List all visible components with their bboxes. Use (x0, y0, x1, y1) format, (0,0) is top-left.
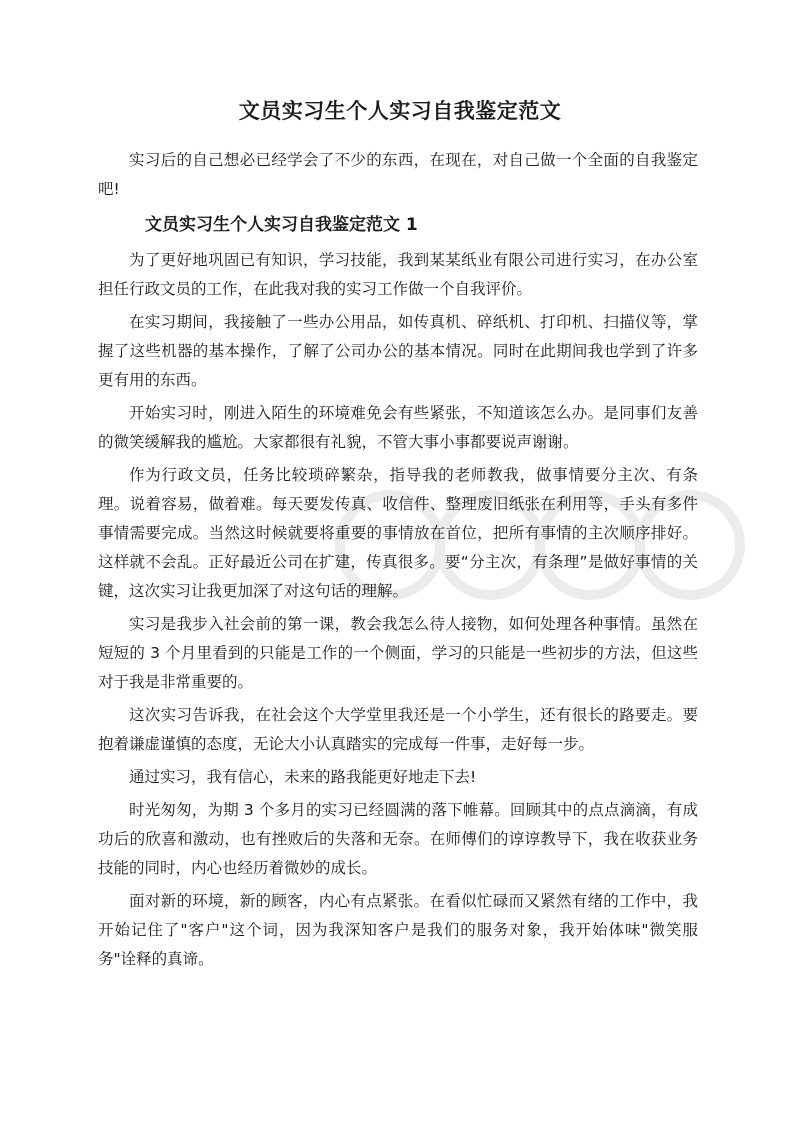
body-paragraph: 作为行政文员，任务比较琐碎繁杂，指导我的老师教我，做事情要分主次、有条理。说着容易，做着难。每天要发传真、收信件、整理废旧纸张在利用等，手头有多件事情需要完成。当然这时候就要将重要的事情放在首位，把所有事情的主次顺序排好。这样就不会乱。正好最近公司在扩建，传真很多。要“分主次，有条理”是做好事情的关键，这次实习让我更加深了对这句话的理解。 (98, 466, 698, 600)
intro-paragraph: 实习后的自己想必已经学会了不少的东西，在现在，对自己做一个全面的自我鉴定吧! (98, 151, 698, 198)
body-paragraph: 这次实习告诉我，在社会这个大学堂里我还是一个小学生，还有很长的路要走。要抱着谦虚谨慎的态度，无论大小认真踏实的完成每一件事，走好每一步。 (98, 706, 698, 753)
body-paragraph: 时光匆匆，为期 3 个多月的实习已经圆满的落下帷幕。回顾其中的点点滴滴，有成功后的欣喜和激动，也有挫败后的失落和无奈。在师傅们的谆谆教导下，我在收获业务技能的同时，内心也经历着微妙的成长。 (98, 801, 698, 877)
body-paragraph: 面对新的环境，新的顾客，内心有点紧张。在看似忙碌而又紧然有绪的工作中，我开始记住了"客户"这个词，因为我深知客户是我们的服务对象，我开始体味"微笑服务"诠释的真谛。 (98, 892, 698, 968)
document-body (98, 146, 698, 978)
document-title: 文员实习生个人实习自我鉴定范文 (238, 99, 562, 123)
section-heading: 文员实习生个人实习自我鉴定范文 1 (145, 215, 418, 235)
body-paragraph: 实习是我步入社会前的第一课，教会我怎么待人接物，如何处理各种事情。虽然在短短的 3 个月里看到的只能是工作的一个侧面，学习的只能是一些初步的方法，但这些对于我是非常重要的。 (98, 615, 698, 691)
body-paragraph: 为了更好地巩固已有知识，学习技能，我到某某纸业有限公司进行实习，在办公室担任行政文员的工作，在此我对我的实习工作做一个自我评价。 (98, 251, 698, 298)
body-paragraph: 在实习期间，我接触了一些办公用品，如传真机、碎纸机、打印机、扫描仪等，掌握了这些机器的基本操作，了解了公司办公的基本情况。同时在此期间我也学到了许多更有用的东西。 (98, 313, 698, 389)
body-paragraph: 通过实习，我有信心，未来的路我能更好地走下去! (129, 768, 477, 786)
body-paragraph: 开始实习时，刚进入陌生的环境难免会有些紧张，不知道该怎么办。是同事们友善的微笑缓解我的尴尬。大家都很有礼貌，不管大事小事都要说声谢谢。 (98, 404, 698, 451)
